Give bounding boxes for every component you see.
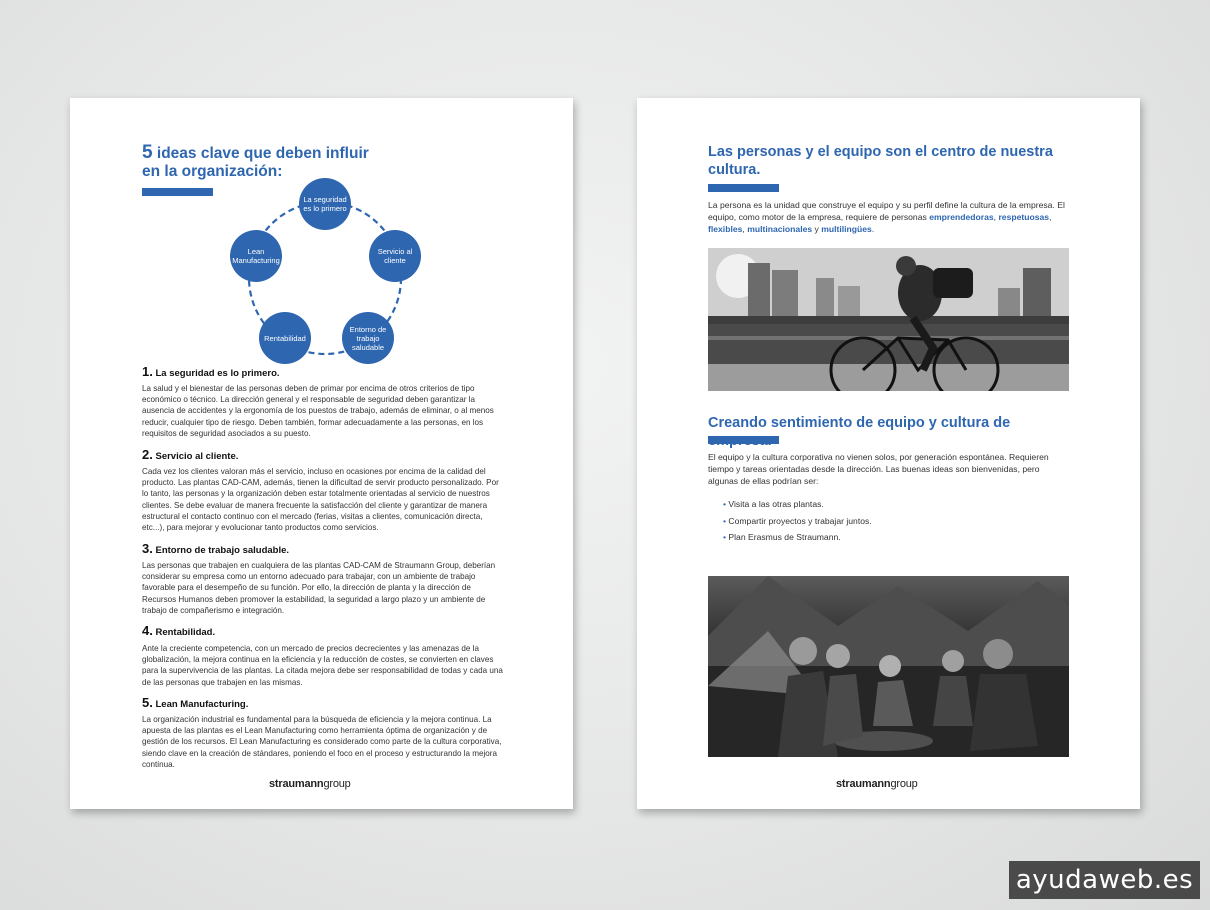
list-item: • Visita a las otras plantas. [723, 496, 872, 513]
straumann-logo: straumanngroup [269, 778, 351, 790]
cycle-node-seguridad: La seguridad es lo primero [299, 178, 351, 230]
section-heading-3: 3. Entorno de trabajo saludable. [142, 541, 290, 556]
cyclist-illustration [708, 248, 1069, 391]
section-heading-4: 4. Rentabilidad. [142, 623, 216, 638]
section-title-equipo: Creando sentimiento de equipo y cultura de [708, 415, 1011, 431]
cycle-node-lean: Lean Manufacturing [230, 230, 282, 282]
page-title [142, 144, 369, 181]
section-body-3: Las personas que trabajen en cualquiera de las plantas CAD-CAM de Straumann Group, deberían considerar su empresa como un entorno adecuado para trabajar, con un ambiente de trabajo favorable para el desempeño de su función. Por ello, la dirección de planta y la dirección de Recursos Humanos deben promover la estabilidad, la seguridad a largo plazo y un ambiente de trabajo de compañerismo e integración. [142, 561, 496, 615]
cycle-node-servicio: Servicio al cliente [369, 230, 421, 282]
title-underline-bar [708, 184, 779, 192]
left-page [70, 98, 573, 809]
section-title-personas: Las personas y el equipo son el centro de nuestra cultura. [708, 144, 1053, 178]
title-line2: en la organización: [142, 163, 283, 180]
list-item: • Compartir proyectos y trabajar juntos. [723, 513, 872, 530]
title-underline-bar-2 [708, 436, 779, 444]
section-heading-5: 5. Lean Manufacturing. [142, 695, 249, 710]
ideas-cycle-diagram [225, 188, 425, 368]
cyclist-photo [708, 248, 1069, 391]
cycle-node-rentabilidad: Rentabilidad [259, 312, 311, 364]
section-heading-1: 1. La seguridad es lo primero. [142, 364, 280, 379]
title-number: 5 [142, 142, 153, 163]
campfire-illustration [708, 576, 1069, 757]
paragraph-personas: La persona es la unidad que construye el equipo y su perfil define la cultura de la empresa. El equipo, como motor de la empresa, requiere de personas emprendedoras, respetuosas, flexibles, multinacionales y multilingües. [708, 200, 1065, 235]
section-body-5: La organización industrial es fundamental para la búsqueda de eficiencia y la mejora continua. La apuesta de las plantas es el Lean Manufacturing como herramienta óptima de organización y de gestión de los recursos. El Lean Manufacturing es considerado como parte de la cultura corporativa, siendo clave en la creación de stándares, poniendo el foco en el proceso y estructurando la mejora continua. [142, 715, 502, 769]
site-watermark: ayudaweb.es [1009, 861, 1200, 899]
right-page [637, 98, 1140, 809]
cycle-node-entorno: Entorno de trabajo saludable [342, 312, 394, 364]
ideas-bullet-list [723, 496, 872, 546]
section-heading-2: 2. Servicio al cliente. [142, 447, 239, 462]
paragraph-equipo: El equipo y la cultura corporativa no vienen solos, por generación espontánea. Requieren tiempo y tareas orientadas desde la dirección. Las buenas ideas son bienvenidas, pero algunas de ellas podrían ser: [708, 452, 1049, 487]
section-body-1: La salud y el bienestar de las personas deben de primar por encima de otros criterios de tipo económico o técnico. La dirección general y el responsable de seguridad deben garantizar la ausencia de accidentes y la ergonomía de los puestos de trabajo, además de eliminar, o al menos reducir, cualquier tipo de riesgo. Deben también, formar adecuadamente a las personas, en los requisitos de seguridad asociados a su puesto. [142, 384, 494, 438]
campfire-group-photo [708, 576, 1069, 757]
title-underline-bar [142, 188, 213, 196]
section-body-4: Ante la creciente competencia, con un mercado de precios decrecientes y las amenazas de la globalización, la mejora continua en la eficiencia y la reducción de costes, se convierten en claves para la supervivencia de las plantas. La citada mejora debe ser responsabilidad de todas y cada una de las personas que trabajen en las mismas. [142, 644, 503, 687]
section-body-2: Cada vez los clientes valoran más el servicio, incluso en ocasiones por encima de la calidad del producto. Las plantas CAD-CAM, además, tienen la dificultad de servir producto personalizado. Por lo tanto, las personas y la organización deben estar totalmente orientadas al servicio de nuestros clientes. Se debe evaluar de manera frecuente la satisfacción del cliente y garantizar de manera estructural el contacto continuo con el mercado (ferias, visitas a clientes, comunicación directa, etc...), para mejorar y evolucionar tanto productos como servicios. [142, 467, 499, 533]
list-item: • Plan Erasmus de Straumann. [723, 529, 872, 546]
title-text: ideas clave que deben influir [152, 145, 369, 162]
straumann-logo: straumanngroup [836, 778, 918, 790]
